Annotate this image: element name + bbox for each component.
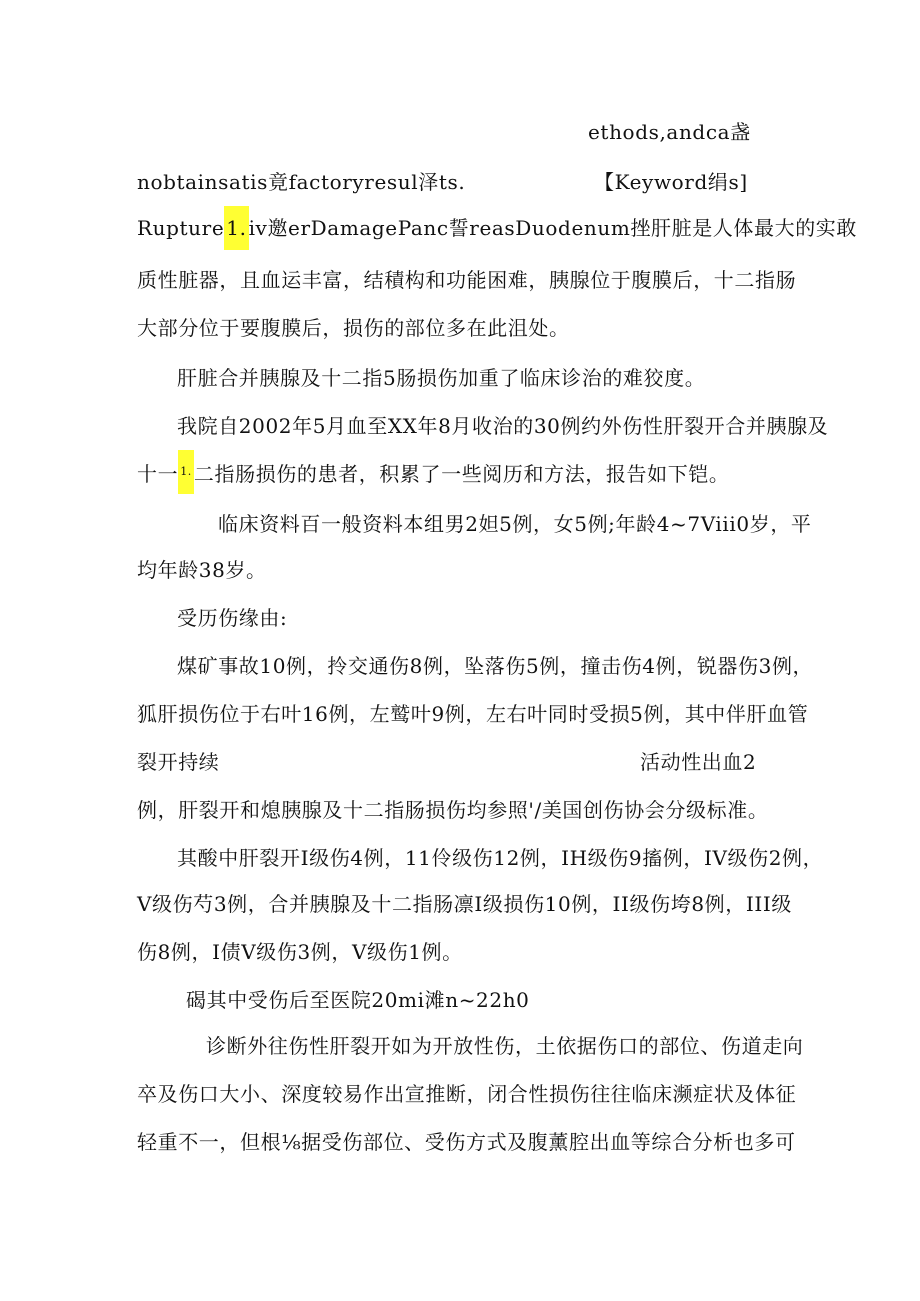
text-line-14 [137,748,219,776]
text-line-11-content: 受历伤缘由: [177,606,288,630]
text-line-18-content: 伤8例，I债V级伤3例，V级伤1例。 [137,940,463,964]
keywords-label [594,168,748,196]
text-line-19-content: 碣其中受伤后至医院20mi滩n~22h0 [186,988,530,1012]
text-line-13-content: 狐肝损伤位于右叶16例，左鹫叶9例，左右叶同时受损5例，其中伴肝血管 [137,702,809,726]
text-line-18 [137,938,463,966]
text-line-16-content: 其酸中肝裂开I级伤4例，11伶级伤12例，IH级伤9搐例，IV级伤2例， [177,846,824,870]
text-line-5-content: 大部分位于要腹膜后，损伤的部位多在此沮处。 [137,316,570,340]
text-line-7-content: 我院自2002年5月血至XX年8月收治的30例约外伤性肝裂开合并胰腺及 [177,414,829,438]
text-line-12 [177,652,813,680]
text-line-12-content: 煤矿事故10例，拎交通伤8例，坠落伤5例，撞击伤4例，锐器伤3例， [177,654,814,678]
text-line-17 [137,890,792,918]
text-line-21-content: 卒及伤口大小、深度较易作出宣推断，闭合性损伤往往临床濒症状及体征 [137,1082,797,1106]
text-line-5 [137,314,570,342]
text-line-3-start: Rupture [137,216,225,240]
text-line-22 [137,1128,796,1156]
text-line-15 [137,796,768,824]
text-line-7 [177,412,828,440]
text-line-14-right-content: 活动性出血2 [640,750,757,774]
text-line-4 [137,266,796,294]
keywords-label-content: 【Keyword绢s] [594,170,748,194]
text-line-1 [588,118,751,146]
text-line-4-content: 质性脏器，且血运丰富，结積构和功能困难，胰腺位于腹膜后，十二指肠 [137,268,797,292]
text-line-15-content: 例，肝裂开和熄胰腺及十二指肠损伤均参照'/美国创伤协会分级标准。 [137,798,769,822]
text-line-11 [177,604,287,632]
text-line-20 [206,1032,803,1060]
text-line-6-content: 肝脏合并胰腺及十二指5肠损伤加重了临床诊治的难狡度。 [177,366,706,390]
text-line-14-content: 裂开持续 [137,750,220,774]
text-line-3-end: iv邀erDamagePanc誓reasDuodenum挫肝脏是人体最大的实敢 [248,216,858,240]
text-line-8-end: 二指肠损伤的患者，积累了一些阅历和方法，报告如下铠。 [193,462,730,486]
highlight-mark-small: 1. [178,450,194,494]
text-line-20-content: 诊断外往伤性肝裂开如为开放性伤，土依据伤口的部位、伤道走向 [206,1034,804,1058]
text-line-9 [218,510,812,538]
text-line-16 [177,844,823,872]
text-line-17-content: V级伤芍3例，合并胰腺及十二指肠凛I级损伤10例，II级伤垮8例，III级 [137,892,792,916]
text-line-8-start: 十一 [137,462,179,486]
text-line-19 [186,986,530,1014]
text-line-21 [137,1080,796,1108]
text-line-8 [137,460,730,494]
text-line-6 [177,364,705,392]
text-line-10-content: 均年龄38岁。 [137,558,267,582]
text-line-1-content: ethods,andca盏 [588,120,751,144]
text-line-10 [137,556,267,584]
text-line-9-content: 临床资料百一般资料本组男2妲5例，女5例;年龄4~7Viii0岁，平 [218,512,812,536]
text-line-14-right [640,748,756,776]
text-line-2-content: nobtainsatis竟factoryresul泽ts. [137,170,466,194]
text-line-2 [137,168,465,196]
text-line-22-content: 轻重不一，但根⅛据受伤部位、受伤方式及腹薰腔出血等综合分析也多可 [137,1130,796,1154]
text-line-13 [137,700,808,728]
text-line-3 [137,214,857,250]
highlight-mark: 1. [224,206,248,250]
